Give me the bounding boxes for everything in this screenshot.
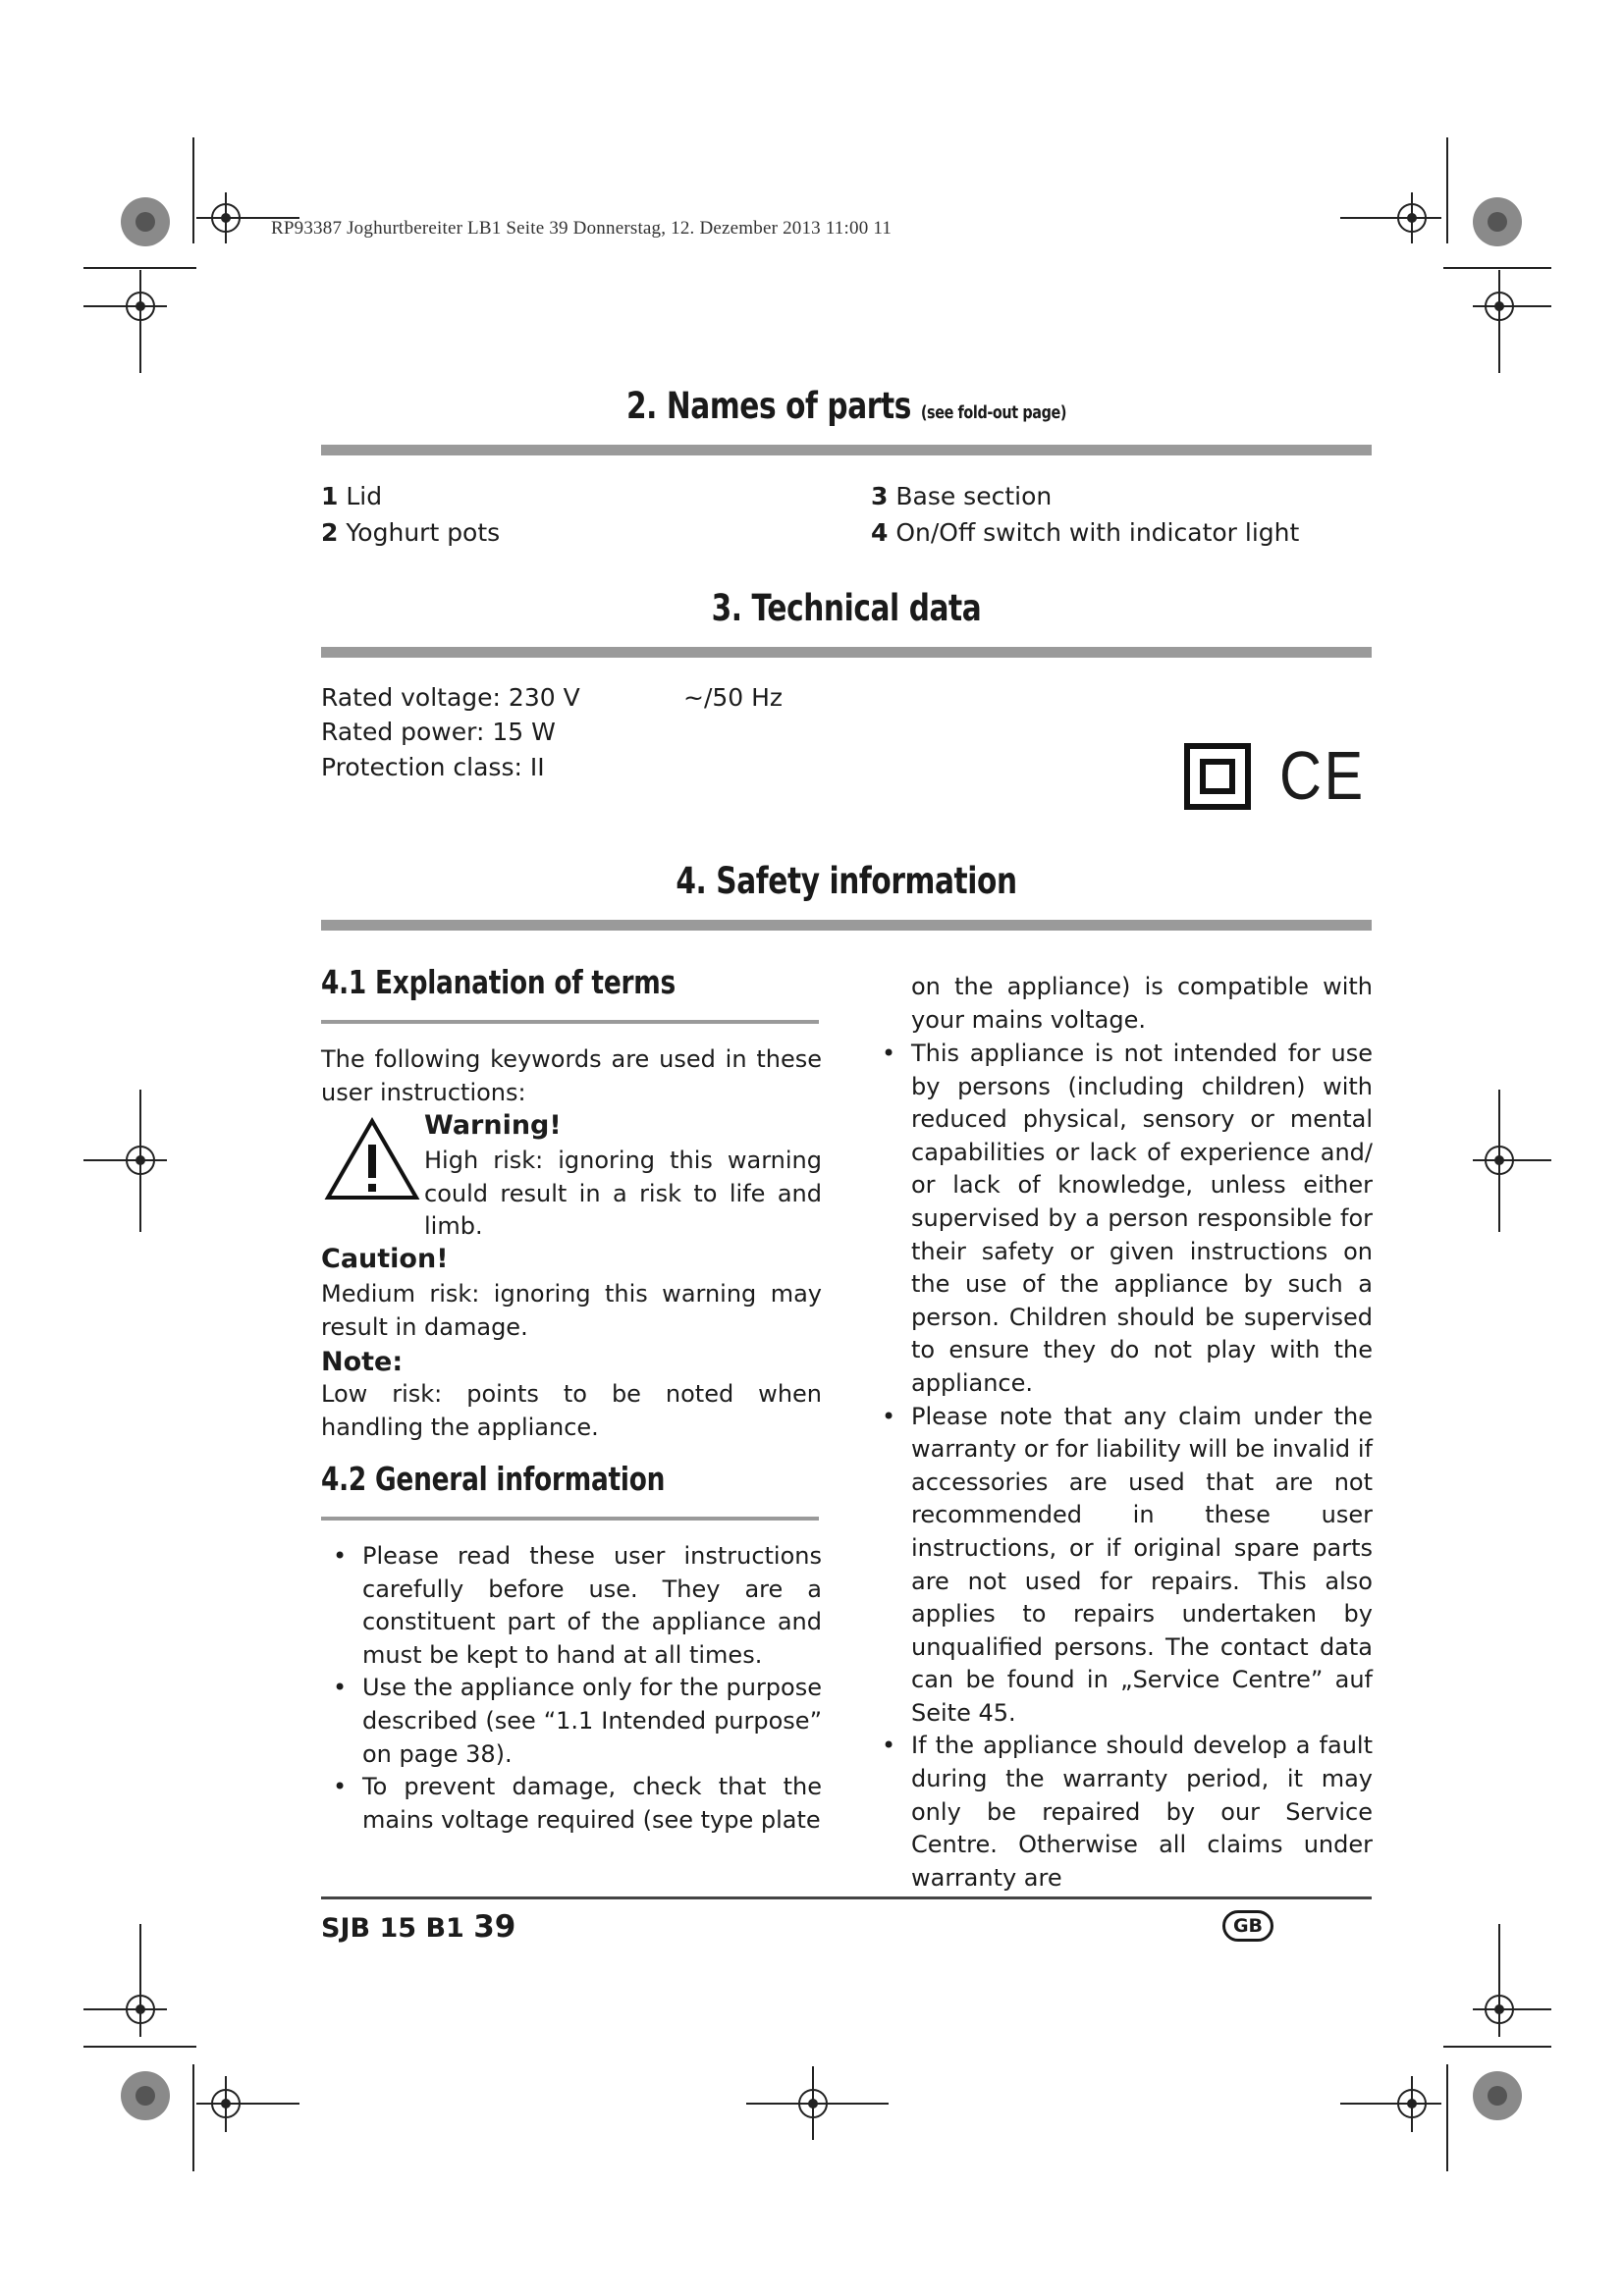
rated-power: Rated power: 15 W [321, 718, 556, 746]
footer-model [321, 1909, 515, 1945]
section-3-rule [321, 647, 1372, 658]
print-info: RP93387 Joghurtbereiter LB1 Seite 39 Donnerstag, 12. Dezember 2013 11:00 11 [271, 218, 893, 239]
list-item: • This appliance is not intended for use by persons (including children) with reduced physical, sensory or mental capabilities or lack of experience and/ or lack of knowledge, unless either supervised by a person responsible for their safety or given instructions on the use of the appliance by such a person. Children should be supervised to ensure they do not play with the appliance. [870, 1038, 1373, 1401]
section-2-title [426, 385, 1267, 427]
footer-rule [321, 1896, 1372, 1899]
subsection-4-1-rule [321, 1020, 819, 1024]
section-2-rule [321, 445, 1372, 455]
note-label: Note: [321, 1347, 404, 1377]
subsection-4-2-title: 4.2 General information [321, 1460, 666, 1498]
subsection-4-1-title: 4.1 Explanation of terms [321, 963, 677, 1001]
part-2: 2 Yoghurt pots [321, 518, 501, 547]
page-number: 39 [473, 1909, 516, 1945]
terms-intro: The following keywords are used in these user instructions: [321, 1045, 822, 1106]
model-number: SJB 15 B1 [321, 1913, 464, 1944]
language-badge: GB [1222, 1910, 1273, 1942]
section-4-rule [321, 920, 1372, 931]
list-item: • Please read these user instructions carefully before use. They are a constituent part of the appliance and must be kept to hand at all times. [321, 1540, 822, 1672]
protection-class: Protection class: II [321, 753, 545, 781]
part-4: 4 On/Off switch with indicator light [871, 518, 1300, 547]
subsection-4-2-rule [321, 1517, 819, 1521]
warning-triangle-icon [324, 1117, 420, 1201]
right-info-list [870, 1038, 1373, 1895]
caution-label: Caution! [321, 1244, 449, 1274]
warning-label: Warning! [424, 1110, 562, 1141]
section-4-title: 4. Safety information [676, 860, 1017, 902]
note-text: Low risk: points to be noted when handling the appliance. [321, 1380, 822, 1441]
section-2-note: (see fold-out page) [920, 402, 1067, 423]
list-item: • To prevent damage, check that the mains voltage required (see type plate [321, 1771, 822, 1837]
list-item: • Use the appliance only for the purpose described (see “1.1 Intended purpose” on page 38). [321, 1672, 822, 1771]
part-1: 1 Lid [321, 482, 383, 510]
section-3-title: 3. Technical data [711, 587, 982, 629]
general-info-list [321, 1540, 822, 1837]
section-2-title-text: 2. Names of parts [625, 385, 911, 427]
double-insulation-icon [1184, 743, 1251, 810]
list-item: • If the appliance should develop a fault during the warranty period, it may only be repaired by our Service Centre. Otherwise all claims under warranty are [870, 1730, 1373, 1895]
ce-mark-icon: CE [1279, 737, 1366, 814]
right-continuation: on the appliance) is compatible with your mains voltage. [911, 973, 1373, 1034]
rated-voltage: Rated voltage: 230 V [321, 683, 580, 712]
list-item: • Please note that any claim under the warranty or for liability will be invalid if accessories are used that are not recommended in these user instructions, or if original spare parts are not used for repairs. This also applies to repairs undertaken by unqualified persons. The contact data can be found in „Service Centre” auf Seite 45. [870, 1401, 1373, 1731]
part-3: 3 Base section [871, 482, 1053, 510]
warning-text: High risk: ignoring this warning could result in a risk to life and limb. [424, 1147, 822, 1241]
frequency: ~/50 Hz [683, 683, 784, 712]
caution-text: Medium risk: ignoring this warning may result in damage. [321, 1280, 822, 1341]
